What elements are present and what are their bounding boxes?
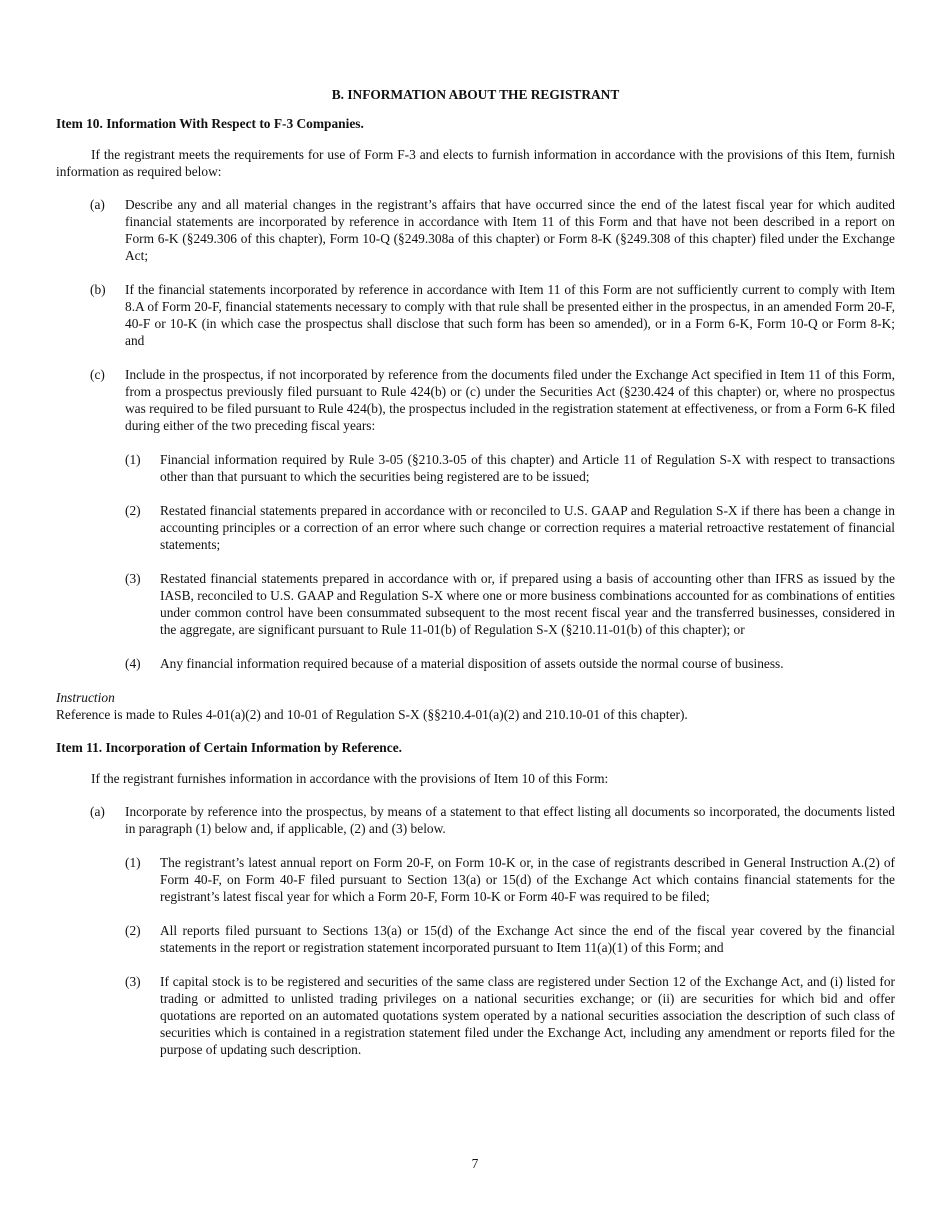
paragraph-label: (b) (90, 282, 106, 297)
subparagraph-text: Any financial information required because of a material disposition of assets outside the normal course of business. (160, 656, 784, 671)
item-10-subparagraph-c4 (56, 655, 895, 672)
item-11-subparagraph-a3 (56, 973, 895, 1058)
subparagraph-text: If capital stock is to be registered and securities of the same class are registered under Section 12 of the Exchange Act, and (i) listed for trading or admitted to unlisted trading privileges on a national securities exchange; or (ii) are securities for which bid and offer quotations are reported on an automated quotations system operated by a national securities association the description of such class of securities which is contained in a registration statement filed under the Exchange Act, including any amendment or reports filed for the purpose of updating such description. (160, 974, 895, 1057)
subparagraph-label: (2) (125, 923, 141, 938)
subparagraph-text: All reports filed pursuant to Sections 13(a) or 15(d) of the Exchange Act since the end of the fiscal year covered by the financial statements in the report or registration statement incorporated pursuant to Item 11(a)(1) of this Form; and (160, 923, 895, 955)
item-10-paragraph-c (56, 366, 895, 434)
subparagraph-label: (2) (125, 503, 141, 518)
instruction-text: Reference is made to Rules 4-01(a)(2) and 10-01 of Regulation S-X (§§210.4-01(a)(2) and 210.10-01 of this chapter). (56, 707, 688, 722)
page-number: 7 (471, 1156, 479, 1171)
item-11-subparagraph-a2 (56, 922, 895, 956)
item-10-subparagraph-c3 (56, 570, 895, 638)
document-page (56, 86, 895, 1075)
subparagraph-label: (3) (125, 974, 141, 989)
subparagraph-text: Restated financial statements prepared in accordance with or reconciled to U.S. GAAP and Regulation S-X if there has been a change in accounting principles or a correction of an error where such change or correction requires a material retroactive restatement of financial statements; (160, 503, 895, 552)
subparagraph-text: The registrant’s latest annual report on Form 20-F, on Form 10-K or, in the case of registrants described in General Instruction A.(2) of Form 40-F, on Form 40-F filed pursuant to Section 13(a) or 15(d) of the Exchange Act which contains financial statements for the registrant’s latest fiscal year for which a Form 20-F, Form 10-K or Form 40-F was required to be filed; (160, 855, 895, 904)
item-10-paragraph-a (56, 196, 895, 264)
subparagraph-text: Restated financial statements prepared in accordance with or, if prepared using a basis of accounting other than IFRS as issued by the IASB, reconciled to U.S. GAAP and Regulation S-X where one or more business combinations accounted for as combinations of entities under common control have been consummated subsequent to the most recent fiscal year and the transferred businesses, considered in the aggregate, are significant pursuant to Rule 11-01(b) of Regulation S-X (§210.11-01(b) of this chapter); or (160, 571, 895, 637)
paragraph-text: Include in the prospectus, if not incorporated by reference from the documents filed under the Exchange Act specified in Item 11 of this Form, from a prospectus previously filed pursuant to Rule 424(b) or (c) under the Securities Act (§230.424 of this chapter) or, where no prospectus was required to be filed pursuant to Rule 424(b), the prospectus included in the registration statement at effectiveness, or from a Form 6-K filed during either of the two preceding fiscal years: (125, 367, 895, 433)
item-11-subparagraph-a1 (56, 854, 895, 905)
item-10-intro: If the registrant meets the requirements for use of Form F-3 and elects to furnish information in accordance with the provisions of this Item, furnish information as required below: (56, 147, 895, 179)
section-title: B. INFORMATION ABOUT THE REGISTRANT (331, 87, 620, 102)
item-11-intro: If the registrant furnishes information in accordance with the provisions of Item 10 of this Form: (91, 771, 609, 786)
item-11-heading: Item 11. Incorporation of Certain Information by Reference. (56, 740, 402, 755)
subparagraph-label: (1) (125, 855, 141, 870)
paragraph-text: Incorporate by reference into the prospectus, by means of a statement to that effect listing all documents so incorporated, the documents listed in paragraph (1) below and, if applicable, (2) and (3) below. (125, 804, 895, 836)
paragraph-label: (a) (90, 197, 105, 212)
instruction-heading: Instruction (56, 690, 115, 705)
paragraph-text: If the financial statements incorporated by reference in accordance with Item 11 of this Form are not sufficiently current to comply with Item 8.A of Form 20-F, financial statements necessary to comply with that rule shall be presented either in the prospectus, in an amended Form 20-F, 40-F or 10-K (in which case the prospectus shall disclose that such form has been so amended), or in a Form 6-K, Form 10-Q or Form 8-K; and (125, 282, 895, 348)
subparagraph-label: (4) (125, 656, 141, 671)
paragraph-label: (a) (90, 804, 105, 819)
subparagraph-label: (3) (125, 571, 141, 586)
subparagraph-label: (1) (125, 452, 141, 467)
item-10-heading: Item 10. Information With Respect to F-3 Companies. (56, 116, 364, 131)
item-10-subparagraph-c1 (56, 451, 895, 485)
item-11-paragraph-a (56, 803, 895, 837)
item-10-subparagraph-c2 (56, 502, 895, 553)
paragraph-text: Describe any and all material changes in the registrant’s affairs that have occurred since the end of the latest fiscal year for which audited financial statements are incorporated by reference in accordance with Item 11 of this Form and that have not been described in a report on Form 6-K (§249.306 of this chapter), Form 10-Q (§249.308a of this chapter) or Form 8-K (§249.308 of this chapter) filed under the Exchange Act; (125, 197, 895, 263)
item-10-paragraph-b (56, 281, 895, 349)
subparagraph-text: Financial information required by Rule 3-05 (§210.3-05 of this chapter) and Article 11 of Regulation S-X with respect to transactions other than that pursuant to which the securities being registered are to be issued; (160, 452, 895, 484)
paragraph-label: (c) (90, 367, 105, 382)
